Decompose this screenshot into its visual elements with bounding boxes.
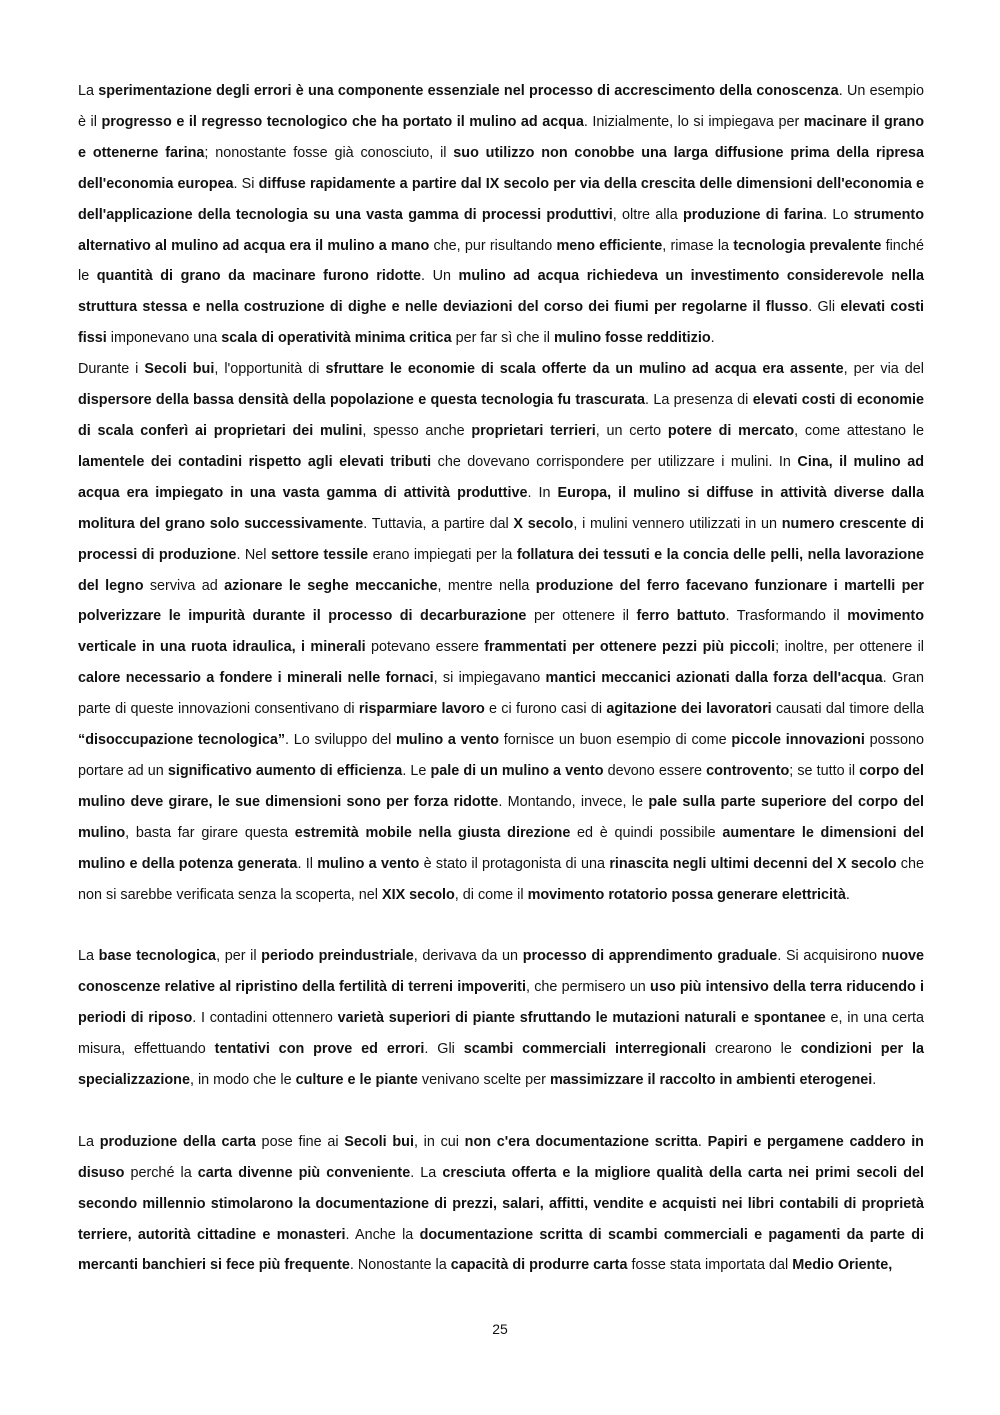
text-run: Durante i: [78, 361, 145, 378]
bold-phrase: aumentare le dimensioni del mulino e della potenza generata: [78, 824, 925, 872]
bold-phrase: condizioni per la specializzazione: [78, 1041, 924, 1088]
text-run: per ottenere il: [526, 608, 637, 625]
bold-phrase: quantità di grano da macinare furono ridotte: [96, 268, 422, 285]
text-run: pose fine ai: [255, 1133, 345, 1150]
text-run: . La: [410, 1164, 443, 1181]
paragraph-produzione-carta: [78, 1127, 924, 1282]
bold-phrase: mulino ad acqua richiedeva un investimento considerevole nella struttura stessa e nella costruzione di dighe e nelle deviazioni del corso dei fiumi per regolarne il flusso: [78, 268, 924, 316]
text-run: venivano scelte per: [417, 1071, 550, 1088]
text-run: , in cui: [413, 1133, 465, 1150]
bold-phrase: scala di operatività minima critica: [221, 330, 452, 347]
bold-phrase: pale sulla parte superiore del corpo del mulino: [78, 793, 925, 841]
bold-phrase: movimento verticale in una ruota idraulica, i minerali: [78, 608, 925, 656]
text-run: . Il: [297, 855, 318, 872]
bold-phrase: controvento: [706, 762, 790, 779]
text-run: La: [78, 83, 99, 99]
bold-phrase: base tecnologica: [98, 948, 217, 965]
bold-phrase: frammentati per ottenere pezzi più piccoli: [484, 639, 776, 656]
bold-phrase: tecnologia prevalente: [733, 237, 882, 254]
text-run: La: [78, 948, 99, 965]
text-run: La: [78, 1133, 100, 1150]
text-run: ; nonostante fosse già conosciuto, il: [204, 144, 454, 161]
text-run: . La presenza di: [645, 392, 753, 409]
bold-phrase: capacità di produrre carta: [450, 1257, 628, 1274]
text-run: . Gran parte di queste innovazioni consentivano di: [78, 670, 924, 718]
text-run: e, in una certa misura, effettuando: [78, 1010, 924, 1058]
text-run: fornisce un buon esempio di come: [499, 732, 732, 749]
text-run: imponevano una: [106, 330, 222, 347]
text-run: , per il: [216, 948, 262, 965]
bold-phrase: culture e le piante: [295, 1071, 418, 1088]
bold-phrase: Secoli bui: [344, 1133, 414, 1150]
text-run: . Gli: [424, 1041, 464, 1058]
text-run: , di come il: [454, 886, 528, 903]
bold-phrase: non c'era documentazione scritta: [464, 1133, 698, 1150]
bold-phrase: nuove conoscenze relative al ripristino della fertilità di terreni impoveriti: [78, 948, 925, 996]
bold-phrase: periodo preindustriale: [261, 948, 414, 965]
bold-phrase: massimizzare il raccolto in ambienti eterogenei: [549, 1071, 873, 1088]
paragraph-mulino-ad-acqua: [78, 76, 924, 354]
bold-phrase: progresso e il regresso tecnologico che ha portato il mulino ad acqua: [101, 113, 584, 130]
bold-phrase: agitazione dei lavoratori: [606, 701, 772, 718]
text-run: ; se tutto il: [789, 762, 860, 779]
text-run: . Lo: [823, 206, 854, 223]
bold-phrase: uso più intensivo della terra riducendo i periodi di riposo: [78, 979, 924, 1027]
text-run: . Si: [233, 175, 259, 192]
bold-phrase: rinascita negli ultimi decenni del X secolo: [609, 855, 897, 872]
text-run: serviva ad: [143, 577, 225, 594]
text-run: , l'opportunità di: [214, 361, 326, 378]
bold-phrase: calore necessario a fondere i minerali nelle fornaci: [78, 670, 434, 687]
text-run: , come attestano le: [794, 422, 924, 439]
text-run: . Lo sviluppo del: [285, 732, 396, 749]
bold-phrase: significativo aumento di efficienza: [167, 762, 403, 779]
bold-phrase: diffuse rapidamente a partire dal IX secolo per via della crescita delle dimensioni dell'economia e dell'applicazione della tecnologia su una vasta gamma di processi produttivi: [78, 175, 925, 223]
bold-phrase: proprietari terrieri: [471, 422, 596, 439]
bold-phrase: Cina, il mulino ad acqua era impiegato in una vasta gamma di attività produttive: [78, 453, 924, 501]
text-run: . Trasformando il: [725, 608, 848, 625]
text-run: , derivava da un: [413, 948, 523, 965]
bold-phrase: sperimentazione degli errori è una componente essenziale nel processo di accrescimento della conoscenza: [98, 83, 839, 99]
bold-phrase: mulino fosse redditizio: [553, 330, 711, 347]
text-run: che non si sarebbe verificata senza la scoperta, nel: [78, 855, 924, 903]
bold-phrase: follatura dei tessuti e la concia delle pelli, nella lavorazione del legno: [78, 546, 924, 594]
text-run: ; inoltre, per ottenere il: [775, 639, 925, 656]
paragraph-secoli-bui: [78, 354, 924, 910]
bold-phrase: tentativi con prove ed errori: [214, 1041, 425, 1058]
bold-phrase: dispersore della bassa densità della popolazione e questa tecnologia fu trascurata: [78, 392, 645, 409]
bold-phrase: strumento alternativo al mulino ad acqua era il mulino a mano: [78, 206, 924, 254]
text-run: , in modo che le: [189, 1071, 296, 1088]
text-run: , mentre nella: [437, 577, 536, 594]
text-run: .: [710, 330, 715, 347]
bold-phrase: lamentele dei contadini rispetto agli elevati tributi: [78, 453, 432, 470]
text-run: che dovevano corrispondere per utilizzare i mulini. In: [431, 453, 798, 470]
text-run: , oltre alla: [612, 206, 683, 223]
text-run: .: [872, 1071, 877, 1088]
document-body: [78, 76, 924, 1281]
bold-phrase: Europa, il mulino si diffuse in attività diverse dalla molitura del grano solo successivamente: [78, 484, 925, 532]
bold-phrase: Medio Oriente,: [792, 1257, 893, 1274]
text-run: , basta far girare questa: [125, 824, 295, 841]
bold-phrase: risparmiare lavoro: [358, 701, 485, 718]
bold-phrase: produzione del ferro facevano funzionare i martelli per polverizzare le impurità durante il processo di decarburazione: [78, 577, 924, 625]
bold-phrase: produzione della carta: [99, 1133, 256, 1150]
bold-phrase: mulino a vento: [396, 732, 500, 749]
bold-phrase: estremità mobile nella giusta direzione: [294, 824, 571, 841]
bold-phrase: documentazione scritta di scambi commerciali e pagamenti da parte di mercanti banchieri si fece più frequente: [78, 1226, 924, 1274]
text-run: fosse stata importata dal: [627, 1257, 793, 1274]
bold-phrase: Papiri e pergamene caddero in disuso: [78, 1133, 924, 1181]
bold-phrase: potere di mercato: [667, 422, 795, 439]
text-run: perché la: [124, 1164, 198, 1181]
bold-phrase: mulino a vento: [317, 855, 420, 872]
text-run: . Montando, invece, le: [498, 793, 649, 810]
text-run: .: [697, 1133, 708, 1150]
text-run: . Nonostante la: [349, 1257, 451, 1274]
text-run: , i mulini vennero utilizzati in un: [573, 515, 782, 532]
text-run: , per via del: [843, 361, 924, 378]
bold-phrase: XIX secolo: [381, 886, 455, 903]
bold-phrase: meno efficiente: [556, 237, 663, 254]
text-run: . Gli: [808, 299, 841, 316]
text-run: , spesso anche: [362, 422, 472, 439]
text-run: . Un esempio è il: [78, 83, 924, 130]
bold-phrase: mantici meccanici azionati dalla forza dell'acqua: [545, 670, 883, 687]
bold-phrase: scambi commerciali interregionali: [463, 1041, 707, 1058]
text-run: .: [845, 886, 850, 903]
bold-phrase: elevati costi fissi: [78, 299, 924, 347]
text-run: . Un: [421, 268, 459, 285]
text-run: è stato il protagonista di una: [419, 855, 610, 872]
bold-phrase: movimento rotatorio possa generare elettricità: [527, 886, 846, 903]
text-run: . Anche la: [345, 1226, 420, 1243]
text-run: che, pur risultando: [429, 237, 557, 254]
bold-phrase: processo di apprendimento graduale: [522, 948, 778, 965]
text-run: per far sì che il: [451, 330, 554, 347]
bold-phrase: sfruttare le economie di scala offerte da un mulino ad acqua era assente: [325, 361, 844, 378]
bold-phrase: macinare il grano e ottenerne farina: [78, 113, 924, 161]
bold-phrase: cresciuta offerta e la migliore qualità della carta nei primi secoli del secondo millennio stimolarono la documentazione di prezzi, salari, affitti, vendite e acquisti nei libri contabili di proprietà terriere, autorità cittadine e monasteri: [78, 1164, 924, 1243]
bold-phrase: suo utilizzo non conobbe una larga diffusione prima della ripresa dell'economia europea: [78, 144, 924, 192]
text-run: ed è quindi possibile: [570, 824, 723, 841]
bold-phrase: elevati costi di economie di scala conferì ai proprietari dei mulini: [78, 392, 924, 439]
text-run: finché le: [78, 237, 924, 285]
bold-phrase: varietà superiori di piante sfruttando le mutazioni naturali e spontanee: [337, 1010, 826, 1027]
text-run: devono essere: [603, 762, 707, 779]
text-run: erano impiegati per la: [368, 546, 517, 563]
bold-phrase: pale di un mulino a vento: [430, 762, 604, 779]
bold-phrase: “disoccupazione tecnologica”: [78, 732, 286, 749]
bold-phrase: numero crescente di processi di produzione: [78, 515, 924, 563]
bold-phrase: piccole innovazioni: [731, 732, 865, 749]
text-run: . In: [527, 484, 558, 501]
text-run: , si impiegavano: [433, 670, 546, 687]
text-run: . Inizialmente, lo si impiegava per: [583, 113, 804, 130]
text-run: possono portare ad un: [78, 732, 925, 779]
bold-phrase: X secolo: [513, 515, 574, 532]
bold-phrase: settore tessile: [270, 546, 369, 563]
text-run: . Si acquisirono: [777, 948, 882, 965]
paragraph-base-tecnologica: [78, 941, 924, 1096]
bold-phrase: corpo del mulino deve girare, le sue dimensioni sono per forza ridotte: [78, 762, 924, 810]
text-run: . I contadini ottennero: [192, 1010, 338, 1027]
text-run: causati dal timore della: [771, 701, 924, 718]
text-run: e ci furono casi di: [484, 701, 607, 718]
bold-phrase: ferro battuto: [636, 608, 726, 625]
text-run: potevano essere: [365, 639, 485, 656]
bold-phrase: azionare le seghe meccaniche: [224, 577, 438, 594]
text-run: , un certo: [595, 422, 668, 439]
page-number: 25: [492, 1321, 508, 1337]
text-run: . Tuttavia, a partire dal: [363, 515, 514, 532]
paragraph-spacer: [78, 1096, 924, 1127]
text-run: . Nel: [236, 546, 271, 563]
paragraph-spacer: [78, 910, 924, 941]
text-run: , che permisero un: [525, 979, 651, 996]
bold-phrase: produzione di farina: [682, 206, 824, 223]
text-run: . Le: [402, 762, 431, 779]
bold-phrase: carta divenne più conveniente: [197, 1164, 411, 1181]
text-run: crearono le: [706, 1041, 801, 1058]
text-run: , rimase la: [662, 237, 734, 254]
bold-phrase: Secoli bui: [144, 361, 215, 378]
